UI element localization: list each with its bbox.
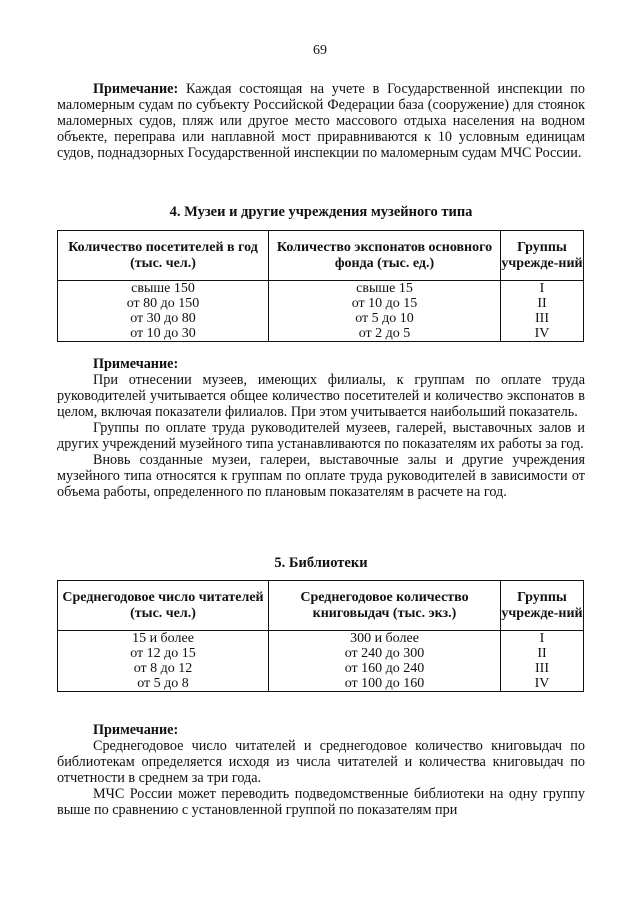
note-1-label: Примечание:	[93, 81, 179, 97]
table-cell: от 100 до 160	[269, 676, 501, 692]
table-row	[58, 646, 584, 661]
note-1	[57, 81, 585, 161]
table-cell: свыше 15	[269, 281, 501, 297]
table-row	[58, 661, 584, 676]
table-cell: II	[501, 296, 584, 311]
table-cell: III	[501, 661, 584, 676]
table-cell: I	[501, 631, 584, 647]
museums-note-paragraph: При отнесении музеев, имеющих филиалы, к группам по оплате труда руководителей учитывается общее количество посетителей и количество экспонатов в целом, включая показатели филиалов. При этом учитывается наибольший показатель.	[57, 372, 585, 420]
table-row	[58, 296, 584, 311]
table-cell: от 10 до 30	[58, 326, 269, 342]
table-cell: II	[501, 646, 584, 661]
libraries-note-paragraph: Среднегодовое число читателей и среднегодовое количество книговыдач по библиотекам определяется исходя из числа читателей и количества книговыдач по отчетности в среднем за три года.	[57, 738, 585, 786]
table-row	[58, 281, 584, 297]
table-cell: от 12 до 15	[58, 646, 269, 661]
table-cell: I	[501, 281, 584, 297]
libraries-note	[57, 722, 585, 818]
table-cell: от 80 до 150	[58, 296, 269, 311]
table-row	[58, 311, 584, 326]
museums-note-label: Примечание:	[93, 356, 179, 372]
museums-table	[57, 230, 584, 342]
table-cell: от 240 до 300	[269, 646, 501, 661]
note-1-text: Каждая состоящая на учете в Государственной инспекции по маломерным судам по субъекту Российской Федерации база (сооружение) для стоянок маломерных судов, пляж или другое место массового отдыха населения на водном объекте, переправа или наплавной мост приравниваются к 10 условным единицам судов, поднадзорных Государственной инспекции по маломерным судам МЧС России.	[57, 81, 585, 161]
table-row	[58, 676, 584, 692]
museums-note-paragraph: Вновь созданные музеи, галереи, выставочные залы и другие учреждения музейного типа относятся к группам по оплате труда руководителей в зависимости от объема работы, определенного по плановым показателям в расчете на год.	[57, 452, 585, 500]
table-cell: III	[501, 311, 584, 326]
museums-note	[57, 356, 585, 500]
page-number: 69	[313, 43, 327, 58]
table-cell: от 8 до 12	[58, 661, 269, 676]
table-cell: от 30 до 80	[58, 311, 269, 326]
table-cell: от 10 до 15	[269, 296, 501, 311]
table-cell: 300 и более	[269, 631, 501, 647]
table-cell: от 160 до 240	[269, 661, 501, 676]
museums-header-exhibits: Количество экспонатов основного фонда (тыс. ед.)	[269, 231, 501, 281]
libraries-note-label: Примечание:	[93, 722, 179, 738]
libraries-table	[57, 580, 584, 692]
section-4-title: 4. Музеи и другие учреждения музейного типа	[169, 204, 473, 220]
table-cell: IV	[501, 326, 584, 342]
table-cell: от 2 до 5	[269, 326, 501, 342]
museums-note-paragraph: Группы по оплате труда руководителей музеев, галерей, выставочных залов и других учреждений музейного типа устанавливаются по показателям их работы за год.	[57, 420, 585, 452]
table-cell: от 5 до 10	[269, 311, 501, 326]
table-cell: IV	[501, 676, 584, 692]
table-row	[58, 326, 584, 342]
libraries-header-groups: Группы учрежде-ний	[501, 581, 584, 631]
table-row	[58, 631, 584, 647]
table-cell: свыше 150	[58, 281, 269, 297]
libraries-header-loans: Среднегодовое количество книговыдач (тыс. экз.)	[269, 581, 501, 631]
libraries-header-readers: Среднегодовое число читателей (тыс. чел.)	[58, 581, 269, 631]
section-5-title: 5. Библиотеки	[274, 555, 368, 571]
museums-header-groups: Группы учрежде-ний	[501, 231, 584, 281]
table-cell: 15 и более	[58, 631, 269, 647]
table-cell: от 5 до 8	[58, 676, 269, 692]
museums-header-visitors: Количество посетителей в год (тыс. чел.)	[58, 231, 269, 281]
libraries-note-paragraph: МЧС России может переводить подведомственные библиотеки на одну группу выше по сравнению с установленной группой по показателям при	[57, 786, 585, 818]
